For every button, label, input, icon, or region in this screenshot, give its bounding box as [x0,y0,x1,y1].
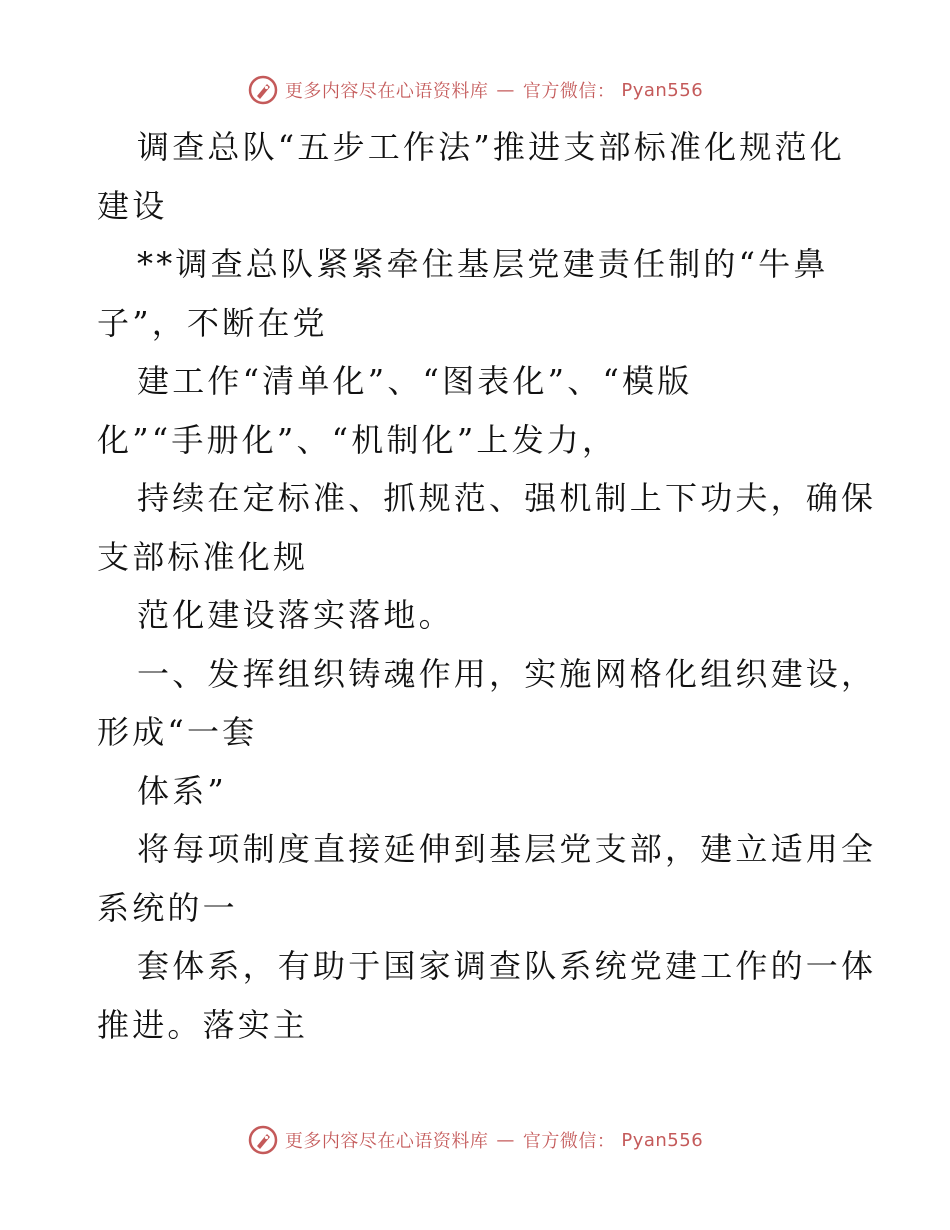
text-line: 建工作“清单化”、“图表化”、“模版 [137,362,693,400]
watermark-text: 更多内容尽在心语资料库 [284,81,489,102]
header-watermark [0,70,950,110]
paragraph [97,820,877,937]
text-line: 调查总队“五步工作法”推进支部标准化规范化 [137,128,845,166]
text-line: 套体系，有助于国家调查队系统党建工作的一体 [137,947,877,985]
section-heading [97,645,877,762]
document-body [97,118,877,1054]
paragraph-title [97,118,857,235]
text-line: 一、发挥组织铸魂作用，实施网格化组织建设， [137,654,877,693]
text-line: 系统的一 [97,888,238,927]
text-line: 范化建设落实落地。 [137,596,454,634]
paragraph [97,586,857,645]
text-line: 形成“一套 [97,713,258,751]
watermark-text: 更多内容尽在心语资料库 [284,1131,489,1152]
paragraph [97,235,857,352]
text-line: 建设 [97,186,168,225]
paragraph [97,762,857,821]
paragraph [97,352,857,469]
text-line: 体系” [137,771,227,810]
text-line: 支部标准化规 [97,537,309,576]
text-line: 将每项制度直接延伸到基层党支部，建立适用全 [137,830,877,868]
text-line: 子”，不断在党 [97,303,328,342]
watermark-account: Pyan556 [621,79,704,101]
footer-watermark [0,1120,950,1160]
text-line: 推进。落实主 [97,1005,309,1044]
watermark-separator: — [496,79,515,101]
text-line: 化”“手册化”、“机制化”上发力， [97,420,618,459]
paragraph [97,469,877,586]
text-line: 持续在定标准、抓规范、强机制上下功夫，确保 [137,479,877,517]
pen-nib-icon [247,1124,279,1156]
watermark-account: Pyan556 [621,1129,704,1151]
text-line: **调查总队紧紧牵住基层党建责任制的“牛鼻 [137,245,829,283]
paragraph [97,937,877,1054]
watermark-label: 官方微信： [522,81,616,102]
watermark-separator: — [496,1129,515,1151]
pen-nib-icon [247,74,279,106]
watermark-label: 官方微信： [522,1131,616,1152]
